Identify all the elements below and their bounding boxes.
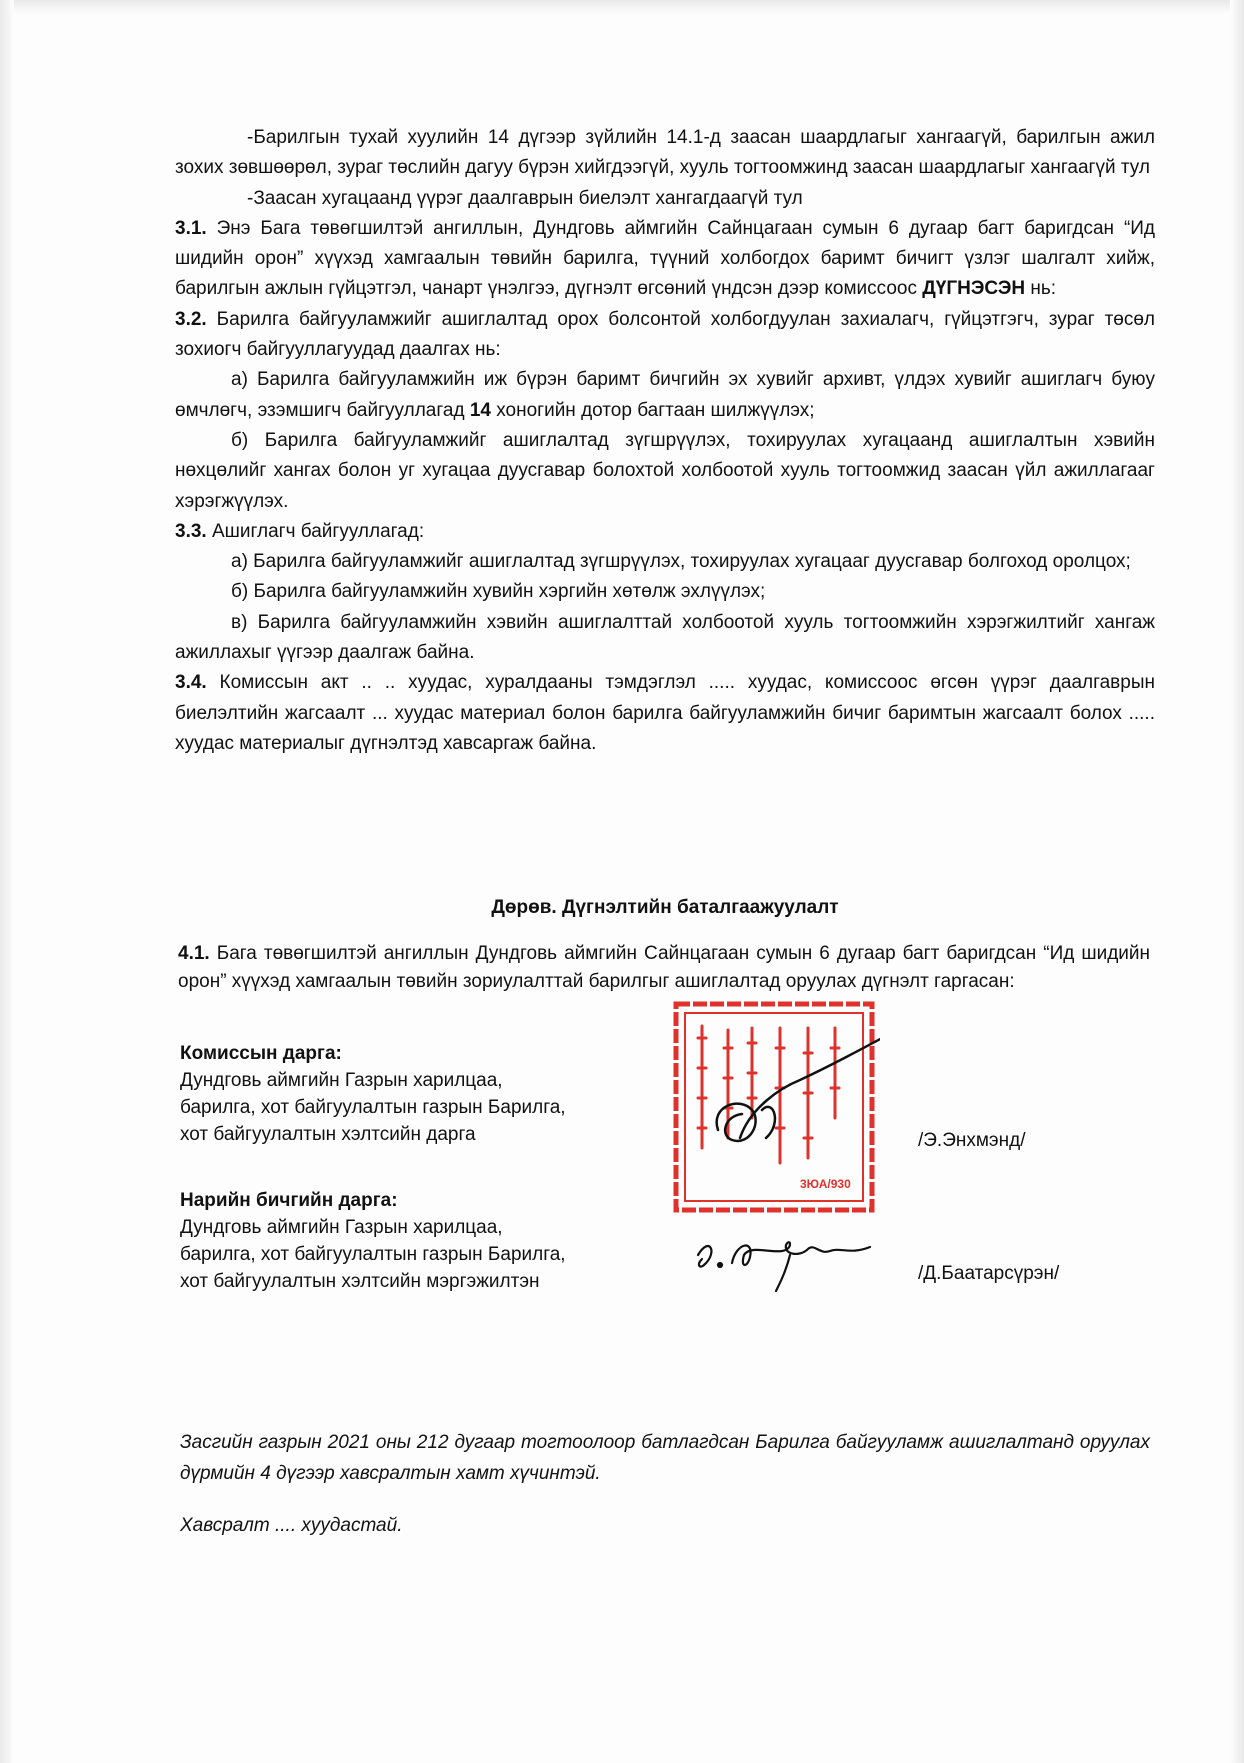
chair-position-line: барилга, хот байгуулалтын газрын Барилга,	[180, 1097, 566, 1118]
clause-text: Ашиглагч байгууллагад:	[211, 520, 425, 542]
secretary-signature-block	[180, 1187, 566, 1295]
clause-text: Бага төвөгшилтэй ангиллын Дундговь аймгийн Сайнцагаан сумын 6 дугаар багт баригдсан “Ид шидийн орон” хүүхэд хамгаалын төвийн зориулалттай барилгыг ашиглалтад оруулах дүгнэлт гаргасан:	[178, 943, 1150, 992]
clause-number: 3.4.	[175, 672, 207, 694]
paragraph-3-2-a	[175, 365, 1155, 426]
scan-shadow-right	[1230, 0, 1244, 1763]
paragraph-3-3-c: в) Барилга байгууламжийн хэвийн ашиглалттай холбоотой хууль тогтоомжийн хэрэгжилтийг хангаж ажиллахыг үүгээр даалгаж байна.	[175, 611, 1155, 664]
paragraph-3-1	[175, 214, 1155, 305]
item-text-end: хоногийн дотор багтаан шилжүүлэх;	[496, 399, 815, 421]
paragraph-reason-1: -Барилгын тухай хуулийн 14 дүгээр зүйлийн 14.1-д заасан шаардлагыг хангаагүй, барилгын ажил зохих зөвшөөрөл, зураг төслийн дагуу бүрэн хийгдээгүй, хууль тогтоомжинд заасан шаардлагыг хангаагүй тул	[175, 127, 1155, 179]
clause-number: 3.3.	[175, 520, 207, 542]
secretary-position-line: хот байгуулалтын хэлтсийн мэргэжилтэн	[180, 1271, 540, 1292]
paragraph-3-2	[175, 305, 1155, 366]
secretary-title: Нарийн бичгийн дарга:	[180, 1190, 398, 1211]
secretary-position-line: барилга, хот байгуулалтын газрын Барилга,	[180, 1244, 566, 1265]
secretary-name: /Д.Баатарсүрэн/	[918, 1263, 1060, 1284]
official-stamp	[670, 998, 880, 1216]
stamp-code: 3ЮА/930	[800, 1177, 851, 1191]
clause-text: Барилга байгууламжийг ашиглалтад орох болсонтой холбогдуулан захиалагч, гүйцэтгэгч, зураг төсөл зохиогч байгууллагуудад даалгах нь:	[175, 308, 1155, 361]
paragraph-4-1	[178, 940, 1150, 996]
paragraph-3-3-b: б) Барилга байгууламжийн хувийн хэргийн хөтөлж эхлүүлэх;	[231, 581, 766, 603]
item-emphasis: 14	[469, 399, 491, 421]
clause-text: Комиссын акт .. .. хуудас, хуралдааны тэмдэглэл ..... хуудас, комиссоос өгсөн үүрэг даалгаврын биелэлтийн жагсаалт ... хуудас материал болон барилга байгууламжийн бичиг баримтын жагсаалт болох ..... хуудас материалыг дүгнэлтэд хавсаргаж байна.	[175, 672, 1155, 754]
chair-signature-block	[180, 1040, 566, 1148]
scan-shadow-top	[0, 0, 1244, 14]
secretary-signature	[690, 1225, 890, 1295]
footer-attachment-note: Хавсралт .... хуудастай.	[180, 1515, 403, 1536]
chair-title: Комиссын дарга:	[180, 1043, 342, 1064]
clause-emphasis: ДҮГНЭСЭН	[922, 278, 1026, 300]
chair-name: /Э.Энхмэнд/	[918, 1130, 1026, 1151]
clause-number: 3.2.	[175, 308, 207, 330]
footer-validity-note: Засгийн газрын 2021 оны 212 дугаар тогтоолоор батлагдсан Барилга байгууламж ашиглалтанд оруулах дүрмийн 4 дүгээр хавсралтын хамт хүчинтэй.	[180, 1432, 1150, 1484]
section-4-title: Дөрөв. Дүгнэлтийн баталгаажуулалт	[491, 897, 839, 918]
clause-number: 4.1.	[178, 943, 210, 964]
secretary-position-line: Дундговь аймгийн Газрын харилцаа,	[180, 1217, 503, 1238]
paragraph-3-4	[175, 668, 1155, 759]
scan-shadow-left	[0, 0, 14, 1763]
paragraph-reason-2: -Заасан хугацаанд үүрэг даалгаврын биелэлт хангагдаагүй тул	[247, 187, 803, 209]
clause-number: 3.1.	[175, 217, 207, 239]
clause-text: Энэ Бага төвөгшилтэй ангиллын, Дундговь аймгийн Сайнцагаан сумын 6 дугаар багт баригдсан “Ид шидийн орон” хүүхэд хамгаалын төвийн барилга, түүний холбогдох баримт бичигт үзлэг шалгалт хийж, барилгын ажлын гүйцэтгэл, чанарт үнэлгээ, дүгнэлт өгсөний үндсэн дээр комиссоос	[175, 217, 1156, 300]
main-body	[175, 123, 1155, 759]
clause-text-end: нь:	[1030, 278, 1057, 300]
chair-position-line: хот байгуулалтын хэлтсийн дарга	[180, 1124, 476, 1145]
item-text: а) Барилга байгууламжийн иж бүрэн баримт бичгийн эх хувийг архивт, үлдэх хувийг ашиглагч буюу өмчлөгч, эзэмшигч байгууллагад	[175, 369, 1155, 421]
paragraph-3-2-b: б) Барилга байгууламжийг ашиглалтад зүгшрүүлэх, тохируулах хугацаанд ашиглалтын хэвийн нөхцөлийг хангах болон уг хугацаа дуусгавар болохтой холбоотой хууль тогтоомжид заасан үйл ажиллагааг хэрэгжүүлэх.	[175, 429, 1155, 512]
paragraph-3-3	[175, 517, 1155, 547]
chair-position-line: Дундговь аймгийн Газрын харилцаа,	[180, 1070, 503, 1091]
paragraph-3-3-a: а) Барилга байгууламжийг ашиглалтад зүгшрүүлэх, тохируулах хугацааг дуусгавар болгоход оролцох;	[231, 551, 1131, 573]
